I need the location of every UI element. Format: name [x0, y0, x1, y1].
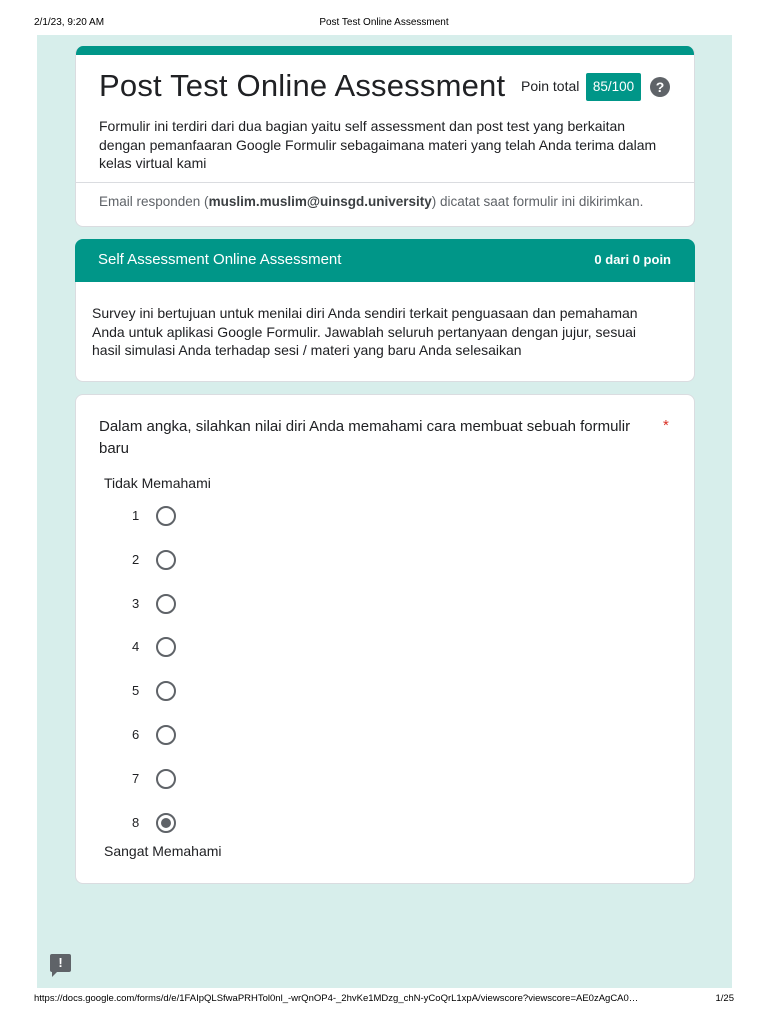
email-suffix: ) dicatat saat formulir ini dikirimkan.	[431, 194, 644, 209]
section-description: Survey ini bertujuan untuk menilai diri Anda sendiri terkait penguasaan dan pemahaman Anda untuk aplikasi Google Formulir. Jawablah seluruh pertanyaan dengan jujur, sesuai hasil simulasi Anda terhadap sesi / materi yang baru Anda selesaikan	[92, 305, 638, 358]
radio-button[interactable]	[156, 725, 176, 745]
scale-option-label: 3	[132, 595, 140, 611]
print-url: https://docs.google.com/forms/d/e/1FAIpQLSfwaPRHTol0nl_-wrQnOP4-_2hvKe1MDzg_chN-yCoQrL1xpA/viewscore?viewscore=AE0zAgCA0…	[34, 993, 639, 1004]
scale-option-label: 8	[132, 814, 140, 830]
scale-option-label: 4	[132, 639, 140, 655]
radio-button[interactable]	[156, 813, 176, 833]
radio-button[interactable]	[156, 550, 176, 570]
question-text: Dalam angka, silahkan nilai diri Anda memahami cara membuat sebuah formulir baru	[99, 418, 631, 457]
question-card	[75, 394, 695, 884]
scale-option-label: 2	[132, 551, 140, 567]
radio-button[interactable]	[156, 506, 176, 526]
section-description-card	[75, 282, 695, 382]
feedback-icon[interactable]: !	[50, 954, 71, 972]
form-title: Post Test Online Assessment	[99, 68, 506, 103]
radio-button[interactable]	[156, 681, 176, 701]
scale-option-label: 5	[132, 683, 140, 699]
radio-button[interactable]	[156, 594, 176, 614]
section-header	[75, 239, 695, 282]
scale-high-label: Sangat Memahami	[104, 843, 222, 859]
email-notice	[99, 194, 643, 209]
scale-low-label: Tidak Memahami	[104, 475, 211, 491]
print-date: 2/1/23, 9:20 AM	[34, 17, 105, 28]
section-title: Self Assessment Online Assessment	[98, 251, 342, 268]
form-header-card	[75, 46, 695, 227]
section-points: 0 dari 0 poin	[594, 252, 671, 267]
email-prefix: Email responden (	[99, 194, 209, 209]
scale-option-label: 7	[132, 770, 140, 786]
print-page-number: 1/25	[715, 993, 734, 1004]
print-footer	[34, 993, 734, 1007]
required-asterisk: *	[663, 417, 669, 434]
accent-bar	[76, 46, 694, 55]
radio-button[interactable]	[156, 637, 176, 657]
points-badge: 85/100	[586, 73, 641, 101]
scale-option-label: 6	[132, 727, 140, 742]
form-description: Formulir ini terdiri dari dua bagian yaitu self assessment dan post test yang berkaitan dengan pemanfaaran Google Formulir sebagaimana materi yang telah Anda terima dalam kelas virtual kami	[99, 118, 657, 171]
print-header	[34, 17, 734, 31]
respondent-email: muslim.muslim@uinsgd.university	[208, 194, 432, 209]
help-icon[interactable]: ?	[650, 77, 670, 97]
radio-button[interactable]	[156, 769, 176, 789]
points-label: Poin total	[521, 78, 580, 94]
divider	[76, 182, 694, 183]
print-title: Post Test Online Assessment	[319, 17, 449, 28]
scale-option-label: 1	[132, 508, 140, 523]
